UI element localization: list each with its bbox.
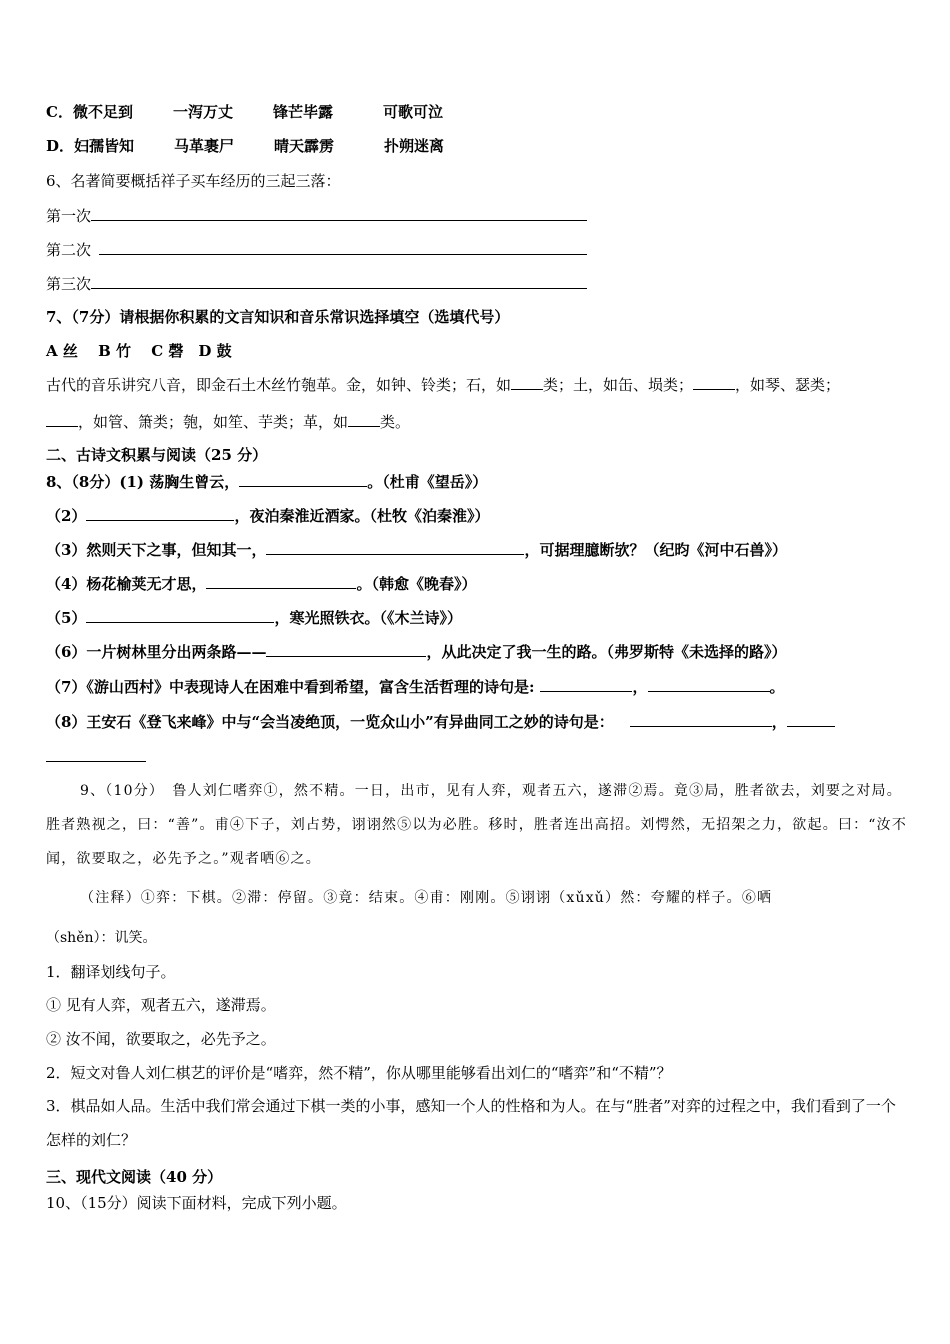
fill-blank[interactable] (46, 746, 146, 762)
option-c (46, 102, 910, 122)
fill-blank[interactable] (540, 676, 632, 692)
fill-blank[interactable] (266, 539, 524, 555)
option-word: 马革裹尸 (174, 137, 235, 155)
question-9-sub-3: 3．棋品如人品。生活中我们常会通过下棋一类的小事，感知一个人的性格和为人。在与“胜者”对弈的过程之中，我们看到了一个怎样的刘仁？ (46, 1097, 896, 1149)
question-7: 7、（7分）请根据你积累的文言知识和音乐常识选择填空（选填代号） (46, 308, 510, 326)
question-8-item-continuation (46, 746, 910, 767)
text-fragment: ， (632, 678, 648, 696)
option-word: 微不足到 (72, 103, 133, 121)
text-fragment: 古代的音乐讲究八音，即金石土木丝竹匏革。金，如钟、铃类；石，如 (46, 376, 512, 394)
question-8-item (46, 505, 910, 526)
answer-line-label: 第二次 (46, 241, 92, 259)
text-fragment: ，如琴、瑟类； (735, 376, 841, 394)
text-fragment: 。（韩愈《晚春》） (356, 575, 477, 593)
fill-blank[interactable] (348, 411, 380, 427)
question-9-sub-1: 1．翻译划线句子。 (46, 963, 176, 981)
fill-blank[interactable] (86, 505, 234, 521)
fill-blank[interactable] (46, 411, 78, 427)
text-fragment: （2） (46, 507, 87, 525)
text-fragment: ，夜泊秦淮近酒家。（杜牧《泊秦淮》） (234, 507, 490, 525)
text-fragment: （4）杨花榆荚无才思， (46, 575, 207, 593)
question-8-item (46, 676, 910, 697)
question-6: 6、名著简要概括祥子买车经历的三起三落： (46, 172, 341, 190)
answer-blank[interactable] (99, 239, 587, 255)
fill-blank[interactable] (648, 676, 770, 692)
fill-blank[interactable] (239, 471, 367, 487)
text-fragment: ，寒光照铁衣。（《木兰诗》） (274, 609, 462, 627)
question-8-item (46, 539, 910, 560)
question-8-item (46, 573, 910, 594)
option-word: 妇孺皆知 (74, 137, 135, 155)
question-8-item (46, 711, 910, 732)
option-word: 扑朔迷离 (384, 137, 445, 155)
text-fragment: ，从此决定了我一生的路。（弗罗斯特《未选择的路》） (426, 643, 787, 661)
answer-line-label: 第三次 (46, 275, 92, 293)
text-fragment: 。（杜甫《望岳》） (367, 473, 488, 491)
question-9-notes: （注释）①弈：下棋。②滞：停留。③竟：结束。④甫：刚刚。⑤诩诩（xǔxǔ）然：夸耀的样子。⑥哂 (80, 890, 773, 906)
option-label: C． (46, 103, 73, 121)
answer-blank[interactable] (91, 273, 587, 289)
answer-line-label: 第一次 (46, 207, 92, 225)
question-7-text (46, 374, 910, 395)
question-9-passage: 9、（10分） 鲁人刘仁嗜弈①，然不精。一日，出市，见有人弈，观者五六，遂滞②焉。竟③局，胜者欲去，刘要之对局。胜者熟视之，曰：“善”。甫④下子，刘占势，诩诩然⑤以为必胜。移时，胜者连出高招。刘愕然，无招架之力，欲起。曰：“汝不闻，欲要取之，必先予之。”观者哂⑥之。 (46, 783, 908, 867)
question-8-item (46, 607, 910, 628)
text-fragment: （6）一片树林里分出两条路—— (46, 643, 267, 661)
fill-blank[interactable] (206, 573, 356, 589)
question-7-text-2 (46, 411, 910, 432)
text-fragment: （8）王安石《登飞来峰》中与“会当凌绝顶，一览众山小”有异曲同工之妙的诗句是： (46, 713, 614, 731)
option-word: 可歌可泣 (382, 103, 443, 121)
answer-line-3 (46, 273, 910, 294)
fill-blank[interactable] (511, 374, 543, 390)
option-d (46, 136, 910, 156)
option-word: 锋芒毕露 (272, 103, 333, 121)
answer-blank[interactable] (91, 205, 587, 221)
text-fragment: 类；土，如缶、埙类； (543, 376, 694, 394)
section-title: 三、现代文阅读（40 分） (46, 1168, 223, 1186)
text-fragment: （3）然则天下之事，但知其一， (46, 541, 267, 559)
text-fragment: ， (771, 713, 787, 731)
text-fragment: ，可据理臆断欤？（纪昀《河中石兽》） (524, 541, 787, 559)
text-fragment: 。 (769, 678, 785, 696)
option-word: 晴天霹雳 (274, 137, 335, 155)
option-label: D． (46, 137, 75, 155)
fill-blank[interactable] (630, 711, 772, 727)
text-fragment: （7）《游山西村》中表现诗人在困难中看到希望，富含生活哲理的诗句是: (46, 678, 535, 696)
text-fragment: 类。 (380, 413, 411, 431)
question-8-item (46, 471, 910, 492)
question-9-notes-2: （shěn）：讥笑。 (46, 930, 157, 946)
section-title: 二、古诗文积累与阅读（25 分） (46, 446, 268, 464)
text-fragment: ，如管、箫类；匏，如笙、芋类；革，如 (78, 413, 349, 431)
text-fragment: （5） (46, 609, 87, 627)
question-10: 10、（15分）阅读下面材料，完成下列小题。 (46, 1194, 347, 1212)
question-9-sub-1b: ② 汝不闻，欲要取之，必先予之。 (46, 1030, 276, 1048)
fill-blank[interactable] (787, 711, 835, 727)
answer-line-1 (46, 205, 910, 226)
option-word: 一泻万丈 (172, 103, 233, 121)
text-fragment: 8、（8分）(1) 荡胸生曾云， (46, 473, 240, 491)
question-7-choices: A 丝 B 竹 C 磬 D 鼓 (46, 342, 232, 360)
question-9-sub-1a: ① 见有人弈，观者五六，遂滞焉。 (46, 996, 276, 1014)
fill-blank[interactable] (693, 374, 735, 390)
fill-blank[interactable] (86, 607, 274, 623)
question-8-item (46, 641, 910, 662)
question-9-sub-2: 2．短文对鲁人刘仁棋艺的评价是“嗜弈，然不精”，你从哪里能够看出刘仁的“嗜弈”和“不精”？ (46, 1064, 672, 1082)
answer-line-2 (46, 239, 910, 260)
fill-blank[interactable] (266, 641, 426, 657)
